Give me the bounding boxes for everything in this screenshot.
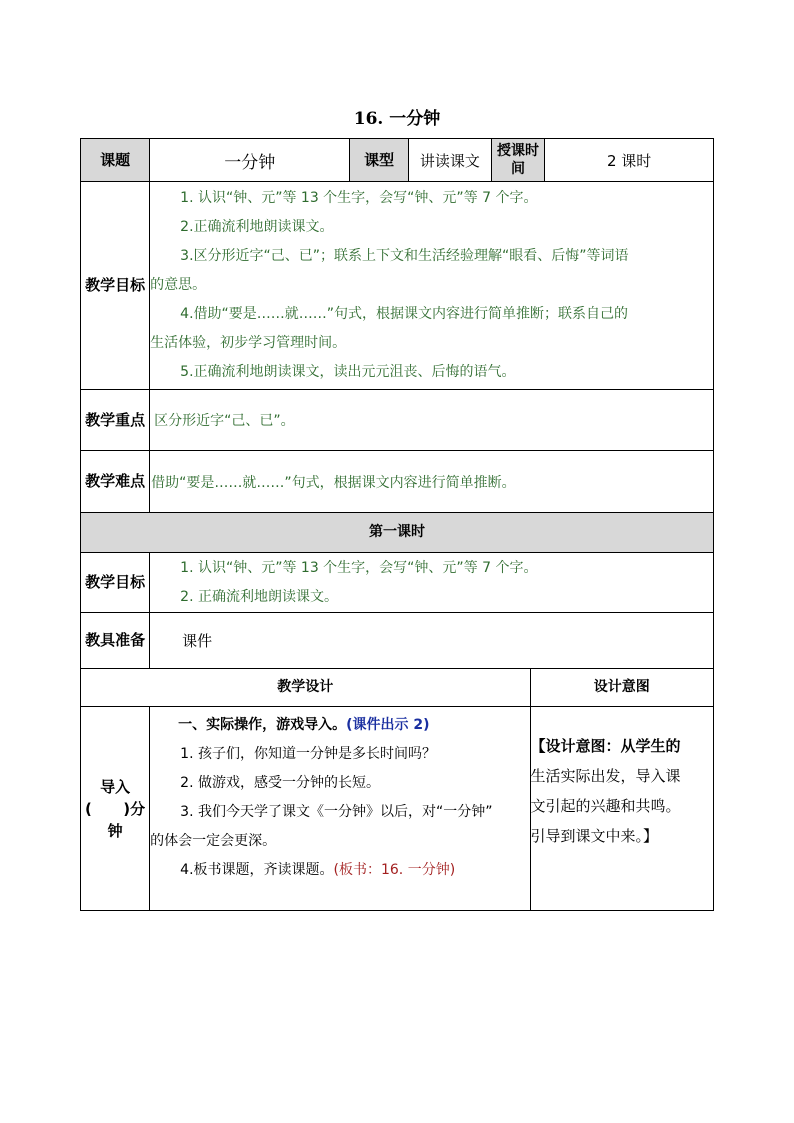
time-label: 授课时间	[491, 139, 544, 182]
tools-text: 课件	[150, 613, 714, 669]
lesson1-heading: 第一课时	[81, 513, 714, 553]
lesson1-heading-row	[81, 513, 714, 553]
design-section-title: 一、实际操作，游戏导入。	[178, 717, 347, 733]
design-row-label-mid: ( )分	[85, 799, 146, 818]
lesson1-objectives-row	[81, 553, 714, 613]
header-row	[81, 139, 714, 182]
lesson1-objectives-content	[150, 553, 714, 613]
objective-item: 的意思。	[150, 277, 207, 293]
difficulty-label: 教学难点	[81, 451, 150, 513]
type-value: 讲读课文	[409, 139, 492, 182]
design-header-row	[81, 669, 714, 707]
objective-item: 5.正确流利地朗读课文，读出元元沮丧、后悔的语气。	[180, 364, 516, 380]
tools-row	[81, 613, 714, 669]
design-step: 的体会一定会更深。	[150, 833, 277, 849]
design-col2-header: 设计意图	[530, 669, 713, 707]
lesson1-objective-item: 2. 正确流利地朗读课文。	[180, 588, 338, 605]
design-intent-line: 引导到课文中来。】	[530, 827, 659, 845]
design-step: 2. 做游戏，感受一分钟的长短。	[180, 775, 380, 791]
design-step: 3. 我们今天学了课文《一分钟》以后，对“一分钟”	[180, 804, 493, 820]
difficulty-text: 借助“要是……就……”句式，根据课文内容进行简单推断。	[150, 451, 714, 513]
objective-item: 3.区分形近字“己、已”；联系上下文和生活经验理解“眼看、后悔”等词语	[180, 248, 629, 264]
focus-text: 区分形近字“己、已”。	[150, 390, 714, 451]
tools-label: 教具准备	[81, 613, 150, 669]
design-row-label-top: 导入	[100, 777, 131, 796]
design-step: 1. 孩子们，你知道一分钟是多长时间吗？	[180, 746, 436, 762]
design-col1-header: 教学设计	[81, 669, 531, 707]
design-row-label	[81, 707, 150, 911]
focus-row	[81, 390, 714, 451]
lesson1-objective-item: 1. 认识“钟、元”等 13 个生字，会写“钟、元”等 7 个字。	[180, 559, 538, 576]
design-section-note: (课件出示 2)	[346, 717, 430, 733]
page-title: 16. 一分钟	[353, 109, 441, 129]
design-step-4	[150, 856, 529, 885]
objective-item: 4.借助“要是……就……”句式，根据课文内容进行简单推断；联系自己的	[180, 306, 629, 322]
design-section-heading	[150, 711, 529, 740]
objective-item: 2.正确流利地朗读课文。	[180, 219, 334, 235]
design-content	[150, 707, 530, 911]
objective-item: 1. 认识“钟、元”等 13 个生字，会写“钟、元”等 7 个字。	[180, 190, 538, 206]
objectives-content	[150, 182, 714, 390]
design-step-4-note: (板书：16. 一分钟)	[333, 862, 456, 878]
lesson1-objectives-label: 教学目标	[81, 553, 150, 613]
objectives-row	[81, 182, 714, 390]
lesson-plan-table	[80, 138, 714, 911]
topic-label: 课题	[81, 139, 150, 182]
type-label: 课型	[350, 139, 409, 182]
design-intent-line: 文引起的兴趣和共鸣。	[530, 797, 681, 815]
objectives-label: 教学目标	[81, 182, 150, 390]
difficulty-row	[81, 451, 714, 513]
design-intent-line: 生活实际出发，导入课	[530, 767, 681, 785]
time-value: 2 课时	[545, 139, 714, 182]
design-body-row	[81, 707, 714, 911]
topic-value: 一分钟	[150, 139, 350, 182]
focus-label: 教学重点	[81, 390, 150, 451]
design-intent	[530, 707, 713, 911]
design-row-label-bot: 钟	[107, 821, 123, 840]
design-intent-line: 【设计意图：从学生的	[530, 737, 681, 755]
design-step-4-text: 4.板书课题，齐读课题。	[180, 862, 334, 878]
objective-item: 生活体验，初步学习管理时间。	[150, 335, 347, 351]
